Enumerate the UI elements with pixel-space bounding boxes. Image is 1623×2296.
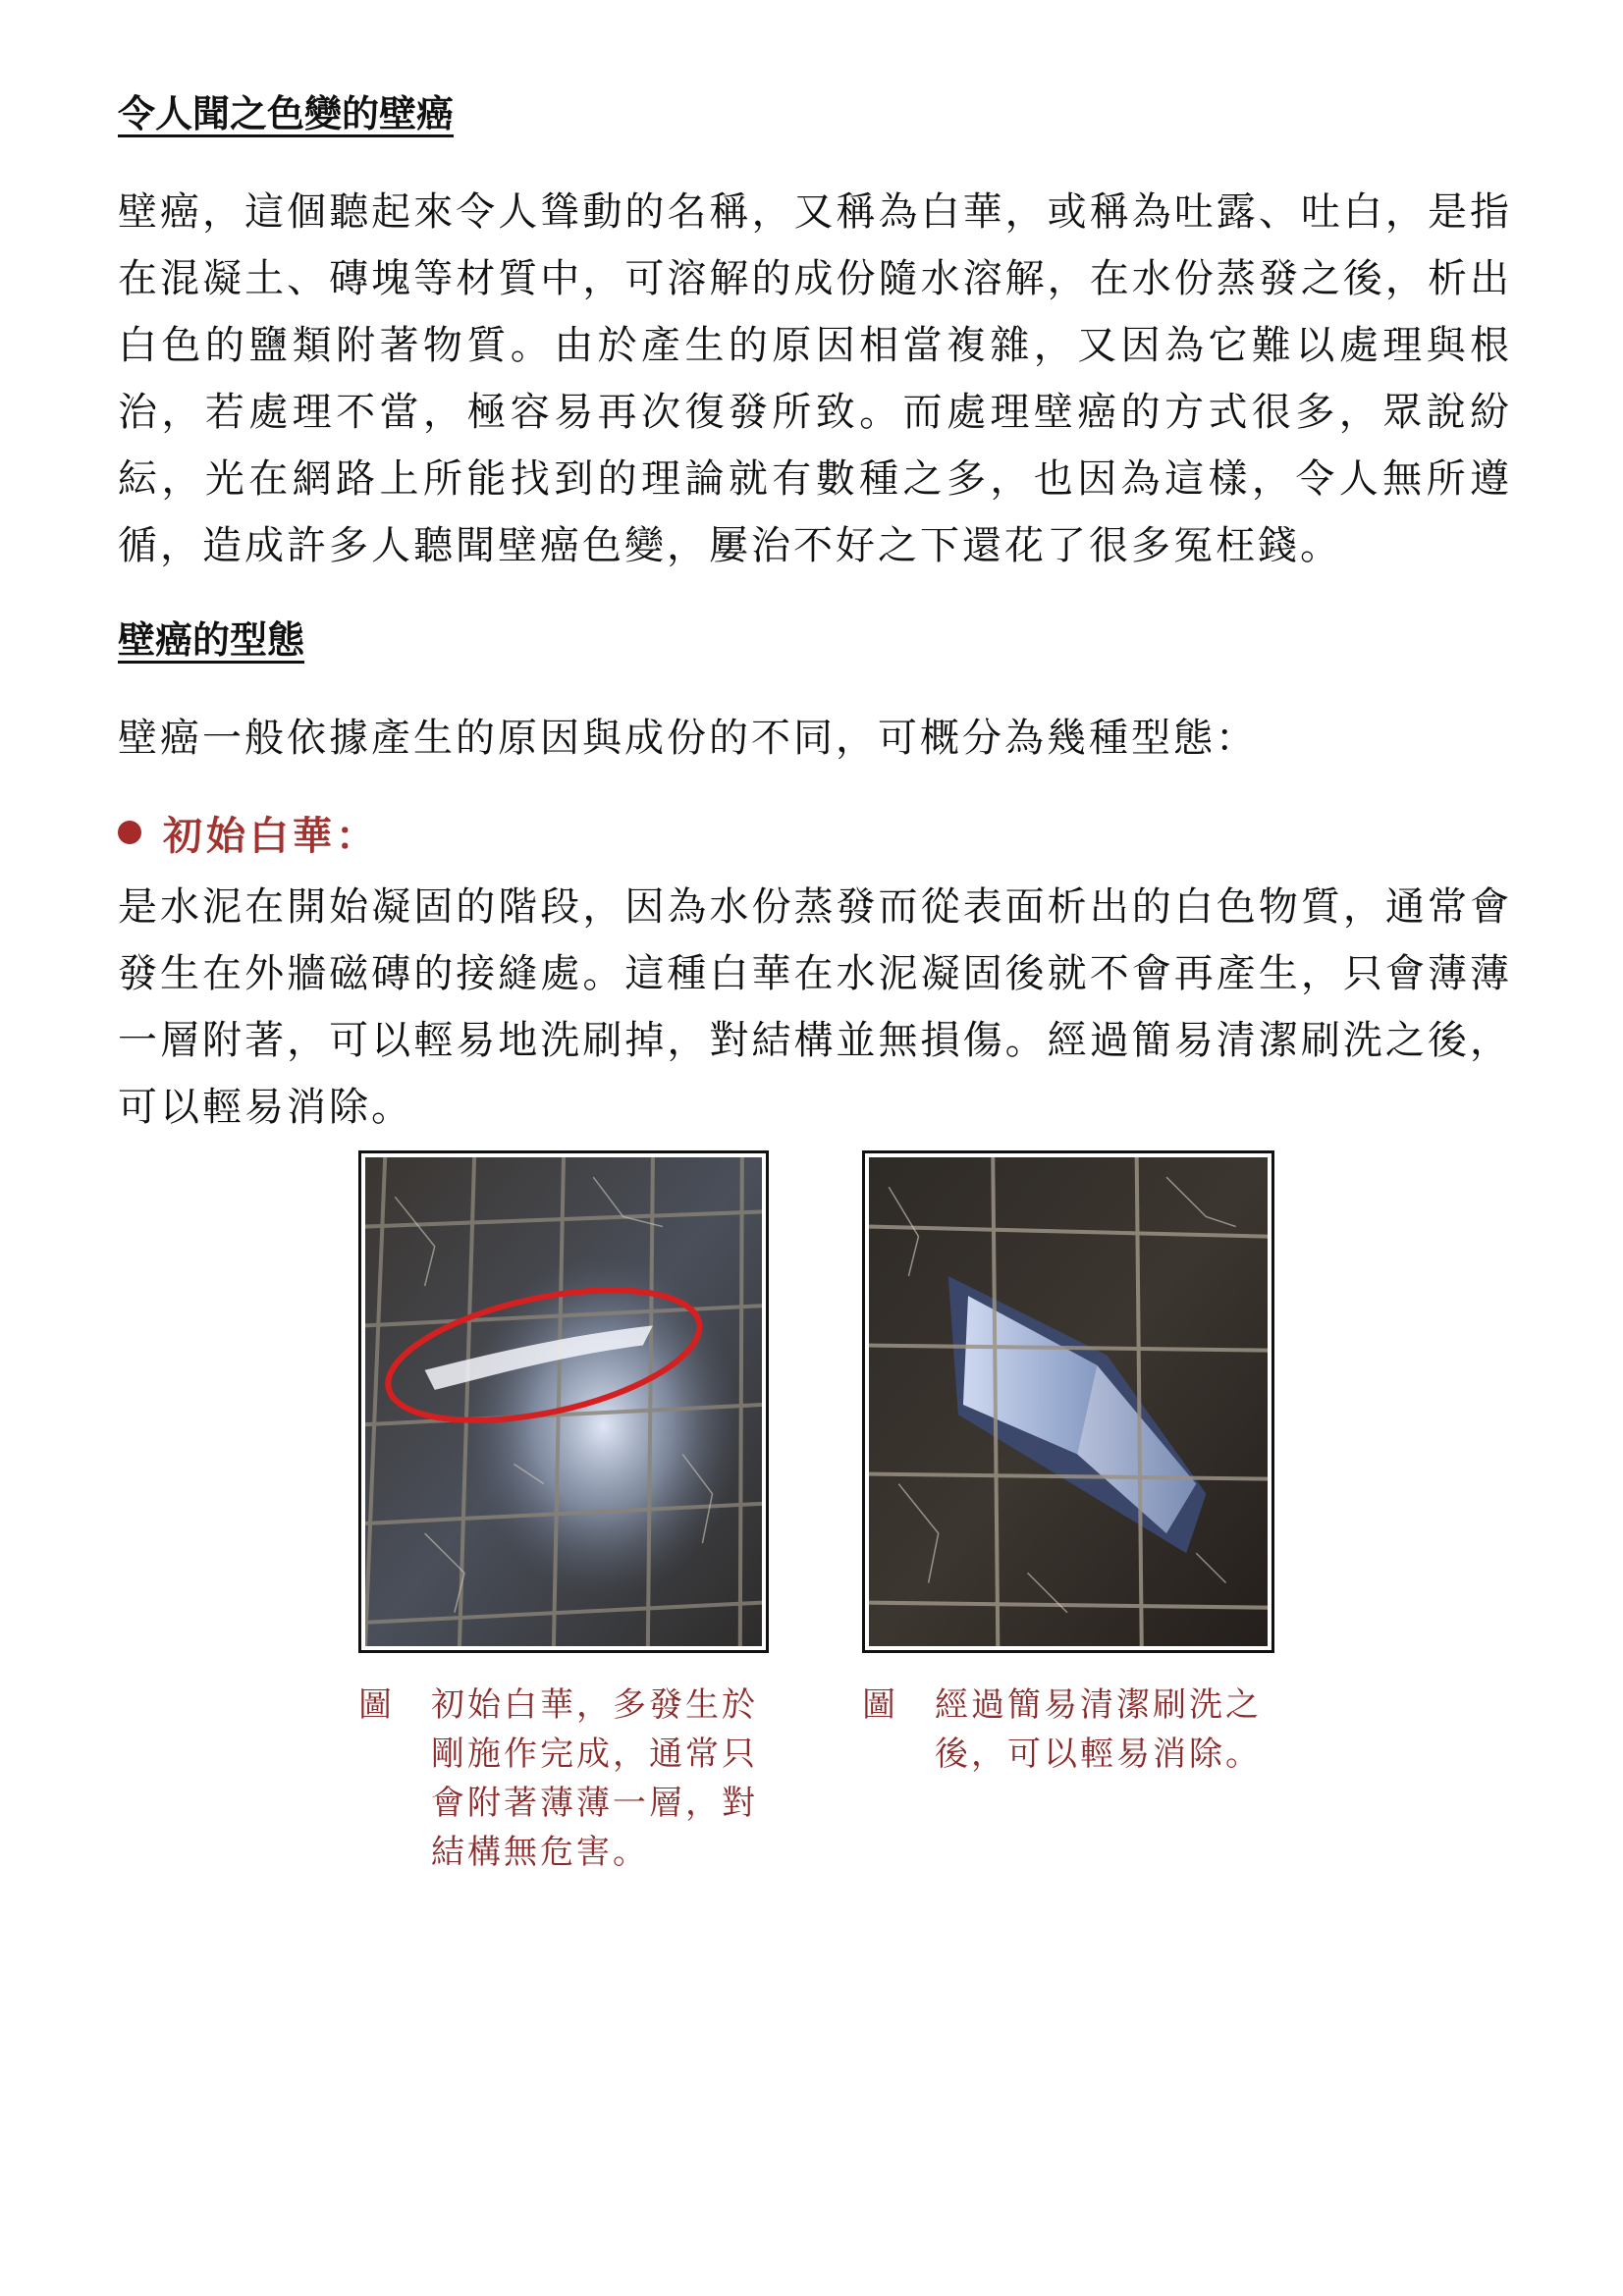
tile-photo-after [869,1157,1268,1646]
section-title-types: 壁癌的型態 [118,618,305,662]
section-title-efflorescence: 令人聞之色變的壁癌 [118,92,455,135]
bullet-label: 初始白華： [163,813,379,859]
figure-prefix: 圖 [358,1685,395,1725]
intro-paragraph: 壁癌，這個聽起來令人聳動的名稱，又稱為白華，或稱為吐露、吐白，是指在混凝土、磚塊等材質中，可溶解的成份隨水溶解，在水份蒸發之後，析出白色的鹽類附著物質。由於產生的原因相當複雜，又因為它難以處理與根治，若處理不當，極容易再次復發所致。而處理壁癌的方式很多，眾說紛紜，光在網路上所能找到的理論就有數種之多，也因為這樣，令人無所遵循，造成許多人聽聞壁癌色變，屢治不好之下還花了很多冤枉錢。 [118,189,1512,568]
bullet-dot-icon [118,821,141,844]
figure-caption-text: 初始白華，多發生於剛施作完成，通常只會附著薄薄一層，對結構無危害。 [431,1685,758,1872]
bullet-initial-efflorescence [118,803,379,862]
figure-caption-2 [862,1681,1294,1779]
figure-caption-1 [358,1681,790,1877]
figure-prefix: 圖 [862,1685,898,1725]
photo-efflorescence-after [862,1150,1274,1653]
tile-photo-before [365,1157,762,1646]
figure-caption-text: 經過簡易清潔刷洗之後，可以輕易消除。 [935,1685,1262,1774]
types-intro: 壁癌一般依據產生的原因與成份的不同，可概分為幾種型態： [118,716,1258,761]
photo-efflorescence-before [358,1150,769,1653]
bullet-paragraph: 是水泥在開始凝固的階段，因為水份蒸發而從表面析出的白色物質，通常會發生在外牆磁磚的接縫處。這種白華在水泥凝固後就不會再產生，只會薄薄一層附著，可以輕易地洗刷掉，對結構並無損傷。經過簡易清潔刷洗之後，可以輕易消除。 [118,884,1512,1130]
